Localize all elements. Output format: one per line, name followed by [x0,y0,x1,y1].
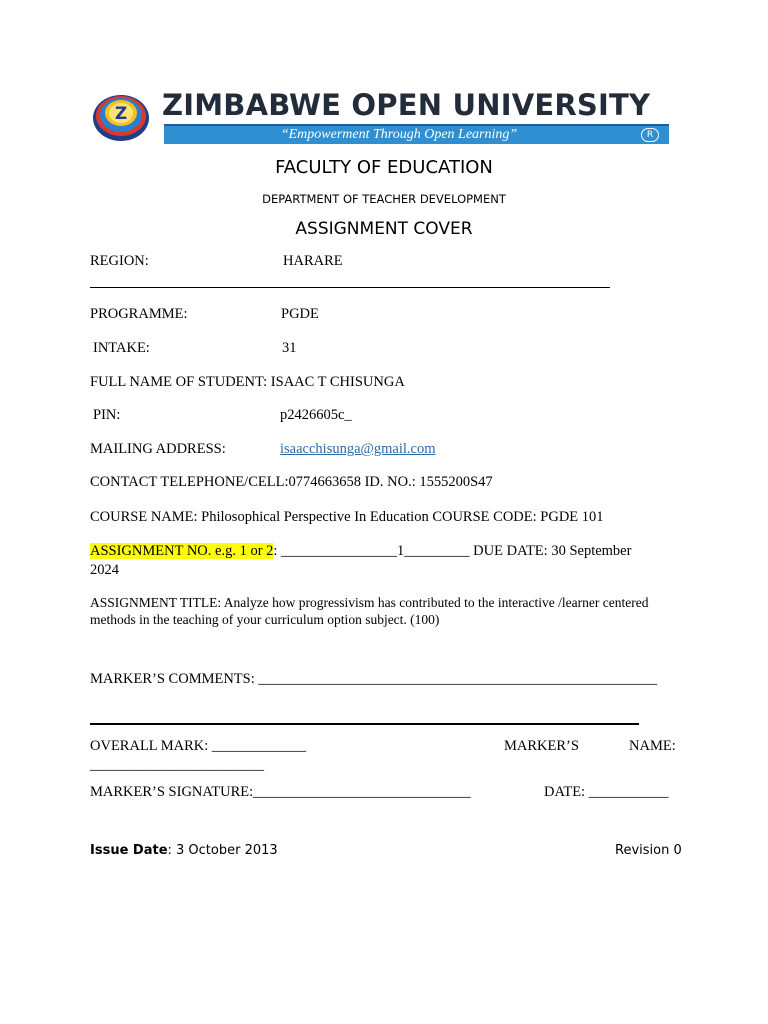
issue-date-value: : 3 October 2013 [167,843,278,858]
faculty-heading: FACULTY OF EDUCATION [275,157,493,178]
mailing-address-label: MAILING ADDRESS: [90,441,226,457]
markers-signature: MARKER’S SIGNATURE:______________________________ [90,784,471,800]
registered-mark-icon: R [641,128,659,142]
due-date-year: 2024 [90,562,119,578]
comments-divider [90,723,639,725]
marking-date: DATE: ___________ [544,784,669,800]
programme-value: PGDE [281,306,319,322]
document-title: ASSIGNMENT COVER [295,219,473,239]
assignment-title-line-1: ASSIGNMENT TITLE: Analyze how progressivism has contributed to the interactive /learner centered [90,595,649,610]
assignment-number-and-due-date: : ________________1_________ DUE DATE: 30 September [273,543,632,559]
course-name-and-code: COURSE NAME: Philosophical Perspective In Education COURSE CODE: PGDE 101 [90,509,604,525]
svg-text:Z: Z [114,104,128,124]
issue-date [90,843,278,858]
email-link[interactable]: isaacchisunga@gmail.com [280,441,436,457]
intake-label: INTAKE: [93,340,150,356]
assignment-title-line-2: methods in the teaching of your curriculum option subject. (100) [90,612,440,627]
revision-number: Revision 0 [615,843,682,858]
intake-value: 31 [282,340,297,356]
university-logo-emblem [92,92,150,142]
overall-mark: OVERALL MARK: _____________ [90,738,307,754]
pin-value: p2426605c_ [280,407,352,423]
motto-banner [164,124,669,144]
department-heading: DEPARTMENT OF TEACHER DEVELOPMENT [262,192,506,206]
markers-comments: MARKER’S COMMENTS: _______________________________________________________ [90,671,658,687]
contact-and-id: CONTACT TELEPHONE/CELL:0774663658 ID. NO.: 1555200S47 [90,474,493,490]
university-name: ZIMBABWE OPEN UNIVERSITY [162,88,651,122]
programme-label: PROGRAMME: [90,306,188,322]
name-label: NAME: [629,738,676,754]
university-motto: “Empowerment Through Open Learning” [280,127,518,142]
student-full-name: FULL NAME OF STUDENT: ISAAC T CHISUNGA [90,374,405,390]
issue-date-label: Issue Date [90,843,168,858]
region-value: HARARE [283,253,343,269]
region-label: REGION: [90,253,149,269]
markers-label: MARKER’S [504,738,579,754]
markers-name-underline: ________________________ [90,757,264,773]
region-divider [90,287,610,288]
pin-label: PIN: [93,407,121,423]
assignment-number-line [90,543,631,560]
assignment-number-label: ASSIGNMENT NO. e.g. 1 or 2 [90,543,274,559]
